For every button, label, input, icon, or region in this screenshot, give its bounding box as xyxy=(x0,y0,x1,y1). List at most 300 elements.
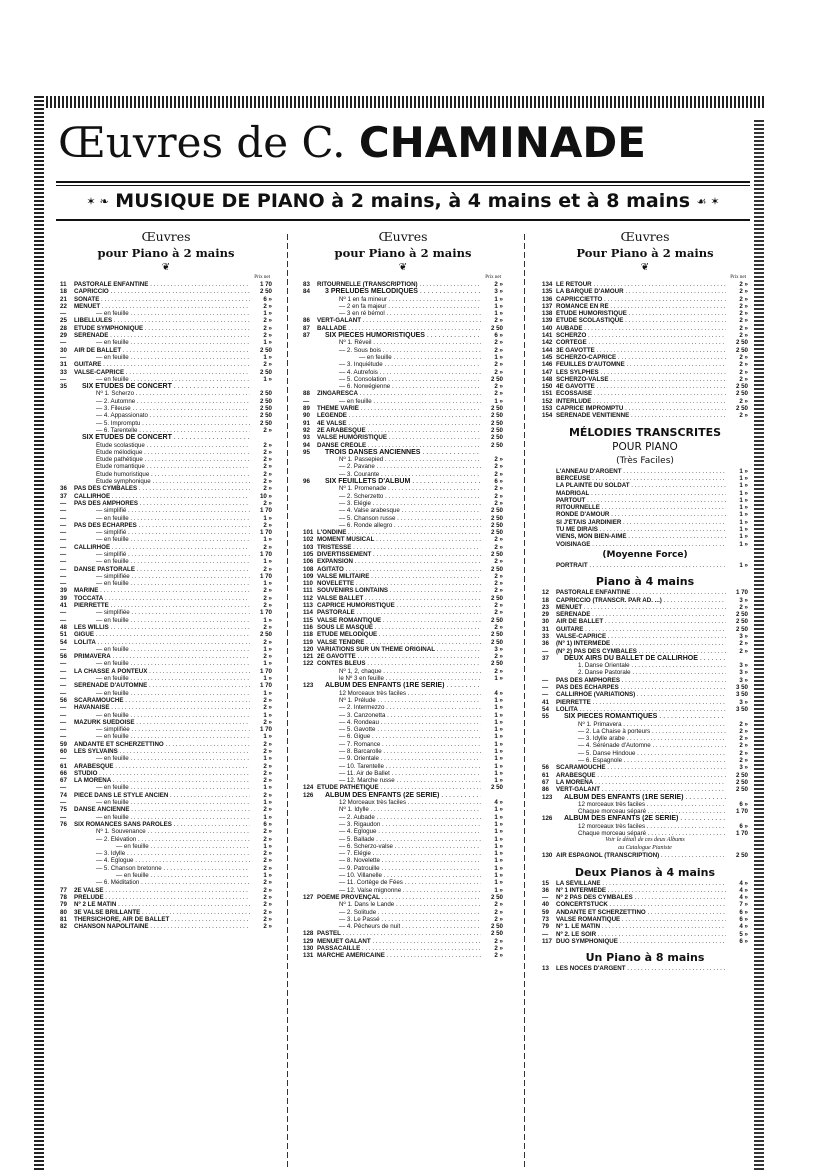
price: 2 » xyxy=(250,719,272,726)
work-title: RITOURNELLE . . . xyxy=(556,504,726,511)
price: 1 » xyxy=(726,541,748,548)
price: 2 » xyxy=(481,653,503,660)
price: 1 » xyxy=(250,843,272,850)
list-item xyxy=(303,668,503,675)
opus-number: 118 xyxy=(303,631,313,639)
price: 2 50 xyxy=(481,434,503,441)
composer-name: CHAMINADE xyxy=(358,118,646,167)
opus-number: 109 xyxy=(303,572,314,580)
price: 1 » xyxy=(726,482,748,489)
opus-number xyxy=(303,383,317,390)
price: 1 » xyxy=(250,310,272,317)
work-title: Nº 2 PAS DES CYMBALES . . . xyxy=(556,894,726,901)
catalog-column-1 xyxy=(60,228,272,1168)
opus-number: 89 xyxy=(303,405,310,413)
price: 2 » xyxy=(250,777,272,784)
fleuron-icon: ❦ xyxy=(161,262,171,273)
work-title: Nº 1. Idylle . . . xyxy=(317,806,481,813)
price-header: Prix net xyxy=(730,275,746,280)
price: 2 » xyxy=(481,609,503,616)
price: 1 » xyxy=(250,558,272,565)
opus-number: 102 xyxy=(303,536,314,544)
opus-number xyxy=(542,468,556,475)
price: 1 70 xyxy=(250,507,272,514)
list-item xyxy=(542,303,748,310)
work-title: — 4. Autrefois . . . xyxy=(317,369,481,376)
work-title: — 6. Norwégienne . . . xyxy=(317,383,481,390)
price: 2 » xyxy=(250,923,272,930)
price: 2 » xyxy=(481,580,503,587)
work-title: EXPANSION . . . xyxy=(317,558,481,565)
price: 1 » xyxy=(726,504,748,511)
price: 2 » xyxy=(481,573,503,580)
price: 1 » xyxy=(250,814,272,821)
price: 1 » xyxy=(250,712,272,719)
list-item xyxy=(542,405,748,412)
work-title: SONATE . . . xyxy=(74,296,250,303)
work-title: (Nº 1) INTERMÈDE . . . xyxy=(556,640,726,647)
price: 1 » xyxy=(481,704,503,711)
list-item xyxy=(303,952,503,959)
work-title: PRIMAVERA . . . xyxy=(74,653,250,660)
price: 2 » xyxy=(726,412,748,419)
price: 2 » xyxy=(481,916,503,923)
work-title: (Nº 2) PAS DES CYMBALES . . . xyxy=(556,648,726,655)
list-item xyxy=(60,573,272,580)
price: 5 » xyxy=(726,931,748,938)
price: 3 » xyxy=(726,669,748,676)
price: 2 » xyxy=(250,770,272,777)
list-item xyxy=(303,821,503,828)
work-title: SIX ROMANCES SANS PAROLES . . . xyxy=(74,821,250,828)
list-item xyxy=(303,354,503,361)
list-item xyxy=(60,434,272,441)
title-prefix: Œuvres de C. xyxy=(58,118,346,167)
price xyxy=(726,965,748,972)
opus-number: 105 xyxy=(303,550,314,558)
price xyxy=(726,794,748,801)
opus-number xyxy=(303,690,317,697)
list-item xyxy=(542,347,748,354)
opus-number: — xyxy=(60,565,67,573)
price: 2 » xyxy=(481,587,503,594)
opus-number: 41 xyxy=(60,602,67,610)
price: 2 50 xyxy=(726,347,748,354)
price: 6 » xyxy=(481,478,503,485)
work-title: — en feuille . . . xyxy=(74,784,250,791)
opus-number xyxy=(542,808,556,815)
work-title: CAPRICE HUMORISTIQUE . . . xyxy=(317,602,481,609)
opus-number: 73 xyxy=(542,916,549,924)
work-title: SÉRÉNADE . . . xyxy=(556,611,726,618)
price: 1 » xyxy=(726,475,748,482)
opus-number xyxy=(303,296,317,303)
price: 2 50 xyxy=(726,339,748,346)
opus-number xyxy=(303,500,317,507)
price: 3 50 xyxy=(726,684,748,691)
list-item xyxy=(60,544,272,551)
opus-number: 21 xyxy=(60,295,67,303)
price: 2 » xyxy=(481,317,503,324)
list-item xyxy=(542,677,748,684)
work-title: — en feuille . . . xyxy=(74,376,250,383)
list-item xyxy=(60,442,272,449)
work-title: LES SYLVAINS . . . xyxy=(74,748,250,755)
list-item xyxy=(303,755,503,762)
list-item xyxy=(542,504,748,511)
list-item xyxy=(542,597,748,604)
list-item xyxy=(60,704,272,711)
price: 2 » xyxy=(481,938,503,945)
work-title: — en feuille . . . xyxy=(74,814,250,821)
price: 2 » xyxy=(250,850,272,857)
price-header: Prix net xyxy=(254,275,270,280)
list-item xyxy=(60,865,272,872)
opus-number xyxy=(542,735,556,742)
price: 2 » xyxy=(250,317,272,324)
list-item xyxy=(542,390,748,397)
price: 2 » xyxy=(481,909,503,916)
opus-number: 87 xyxy=(303,324,310,332)
list-item xyxy=(303,595,503,602)
list-item xyxy=(303,872,503,879)
medium-list xyxy=(542,562,748,569)
work-title: DANSE ANCIENNE . . . xyxy=(74,806,250,813)
opus-number xyxy=(303,836,317,843)
melodies-subtitle: POUR PIANO xyxy=(612,440,678,453)
opus-number xyxy=(60,857,74,864)
list-item xyxy=(542,662,748,669)
opus-number: 148 xyxy=(542,375,553,383)
work-title: MARINE . . . xyxy=(74,587,250,594)
opus-number xyxy=(542,830,556,837)
price: 2 » xyxy=(250,653,272,660)
list-item xyxy=(60,536,272,543)
list-item xyxy=(542,475,748,482)
list-item xyxy=(60,456,272,463)
list-item xyxy=(60,901,272,908)
opus-number xyxy=(60,463,74,470)
work-title: 1. Danse Orientale . . . xyxy=(556,662,726,669)
price: 2 50 xyxy=(481,515,503,522)
opus-number xyxy=(303,726,317,733)
opus-number xyxy=(60,412,74,419)
price: 6 » xyxy=(726,938,748,945)
ornament-left-icon: ✶ ❧ xyxy=(86,195,109,208)
opus-number: 94 xyxy=(303,441,310,449)
opus-number xyxy=(60,478,74,485)
price: 2 50 xyxy=(481,427,503,434)
melodies-title: MÉLODIES TRANSCRITES xyxy=(568,425,722,439)
list-item xyxy=(60,558,272,565)
price: 2 » xyxy=(726,750,748,757)
price: 7 » xyxy=(726,901,748,908)
price: 1 » xyxy=(250,733,272,740)
opus-number: 152 xyxy=(542,397,553,405)
opus-number: 154 xyxy=(542,412,553,420)
opus-number xyxy=(542,526,556,533)
list-item xyxy=(60,485,272,492)
opus-number: 78 xyxy=(60,893,67,901)
work-title: DIVERTISSEMENT . . . xyxy=(317,551,481,558)
column-title: Œuvres xyxy=(620,229,670,244)
list-item xyxy=(542,786,748,793)
list-item xyxy=(542,938,748,945)
work-title: Nº 1. Primavera . . . xyxy=(556,721,726,728)
opus-number: 130 xyxy=(542,852,553,860)
work-title: — 3. Fileuse . . . xyxy=(74,405,250,412)
list-item xyxy=(60,609,272,616)
work-title: 2. Danse Pastorale . . . xyxy=(556,669,726,676)
price xyxy=(250,434,272,441)
price: 1 70 xyxy=(250,682,272,689)
list-item xyxy=(60,733,272,740)
price: 3 » xyxy=(481,646,503,653)
opus-number xyxy=(60,836,74,843)
work-title: — 3 en ré bémol . . . xyxy=(317,310,481,317)
list-item xyxy=(60,726,272,733)
work-title: — 2. Intermezzo . . . xyxy=(317,704,481,711)
price: 2 50 xyxy=(250,288,272,295)
price: 2 » xyxy=(726,742,748,749)
melodies-level: (Très Faciles) xyxy=(616,455,674,466)
opus-number: 25 xyxy=(60,317,67,325)
work-title: — simplifiée . . . xyxy=(74,609,250,616)
opus-number xyxy=(542,801,556,808)
work-title: MENUET GALANT . . . xyxy=(317,938,481,945)
price: 2 » xyxy=(481,456,503,463)
opus-number: 120 xyxy=(303,645,314,653)
list-item xyxy=(303,529,503,536)
opus-number xyxy=(303,507,317,514)
work-title: CAPRICE IMPROMPTU . . . xyxy=(556,405,726,412)
opus-number xyxy=(60,427,74,434)
list-item xyxy=(303,712,503,719)
list-item xyxy=(542,815,748,822)
work-title: PIERRETTE . . . xyxy=(556,699,726,706)
opus-number: 145 xyxy=(542,353,553,361)
list-item xyxy=(303,639,503,646)
work-title: SI J'ÉTAIS JARDINIER . . . xyxy=(556,519,726,526)
opus-number: 37 xyxy=(60,492,67,500)
opus-number xyxy=(303,763,317,770)
list-item xyxy=(60,493,272,500)
work-title: LA MORENA . . . xyxy=(74,777,250,784)
opus-number: 29 xyxy=(60,332,67,340)
list-item xyxy=(542,589,748,596)
list-item xyxy=(60,792,272,799)
work-title: — 5. Impromptu . . . xyxy=(74,420,250,427)
work-title: — en feuille . . . xyxy=(74,536,250,543)
list-item xyxy=(542,412,748,419)
opus-number: 54 xyxy=(542,705,549,713)
work-title: SIX ÉTUDES DE CONCERT . . . xyxy=(74,383,250,390)
work-title: 2E ARABESQUE . . . xyxy=(317,427,481,434)
list-item xyxy=(60,463,272,470)
price: 2 50 xyxy=(481,405,503,412)
price: 1 » xyxy=(481,748,503,755)
list-item xyxy=(303,405,503,412)
work-title: LA MORENA . . . xyxy=(556,779,726,786)
price: 2 » xyxy=(250,587,272,594)
price: 1 » xyxy=(250,515,272,522)
price: 2 » xyxy=(250,463,272,470)
price: 2 50 xyxy=(481,639,503,646)
list-item xyxy=(542,772,748,779)
list-item xyxy=(542,339,748,346)
list-item xyxy=(542,706,748,713)
work-title: TOCCATA . . . xyxy=(74,595,250,602)
price: 2 » xyxy=(481,558,503,565)
price: 2 » xyxy=(481,463,503,470)
work-title: CAPRICCIO (TRANSCR. PAR AD. ...) . . . xyxy=(556,597,726,604)
work-title: — 6. Scherzo-valse . . . xyxy=(317,843,481,850)
price: 2 » xyxy=(726,721,748,728)
opus-number xyxy=(303,493,317,500)
work-title: — 7. Romance . . . xyxy=(317,741,481,748)
opus-number: 116 xyxy=(303,623,313,631)
work-title: — 5. Gavotte . . . xyxy=(317,726,481,733)
list-item xyxy=(542,852,748,859)
price: 2 » xyxy=(250,361,272,368)
work-title: SCARAMOUCHE . . . xyxy=(556,764,726,771)
list-item xyxy=(60,449,272,456)
work-title: — 4. Églogue . . . xyxy=(74,857,250,864)
list-item xyxy=(303,303,503,310)
price-header: Prix net xyxy=(485,275,501,280)
price: 2 » xyxy=(481,281,503,288)
price: 2 » xyxy=(250,704,272,711)
price: 1 70 xyxy=(250,529,272,536)
opus-number: 23 xyxy=(542,603,549,611)
list-item xyxy=(542,965,748,972)
work-title: — en feuille . . . xyxy=(74,310,250,317)
list-item xyxy=(303,478,503,485)
price: 2 » xyxy=(250,522,272,529)
list-item xyxy=(542,332,748,339)
opus-number: 130 xyxy=(303,945,314,953)
price: 2 » xyxy=(481,945,503,952)
price: 4 » xyxy=(726,923,748,930)
price: 2 50 xyxy=(726,611,748,618)
list-item xyxy=(60,690,272,697)
work-title: — 3. Idylle arabe . . . xyxy=(556,735,726,742)
list-item xyxy=(60,325,272,332)
list-item xyxy=(60,332,272,339)
work-title: SCARAMOUCHE . . . xyxy=(74,697,250,704)
price: 2 » xyxy=(726,398,748,405)
price: 1 » xyxy=(250,784,272,791)
price: 6 » xyxy=(481,332,503,339)
price: 1 » xyxy=(726,533,748,540)
work-title: PAS DES AMPHORES . . . xyxy=(556,677,726,684)
list-item xyxy=(303,704,503,711)
work-title: Nº 2 LE MATIN . . . xyxy=(74,901,250,908)
list-item xyxy=(60,281,272,288)
opus-number xyxy=(542,541,556,548)
price: 2 50 xyxy=(481,376,503,383)
work-title: GUITARE . . . xyxy=(74,361,250,368)
work-title: MADRIGAL . . . xyxy=(556,490,726,497)
work-title: VALSE TENDRE . . . xyxy=(317,639,481,646)
work-title: — 3. Élégie . . . xyxy=(317,500,481,507)
opus-number: — xyxy=(60,689,67,697)
ornamental-border-right xyxy=(754,120,764,1170)
opus-number xyxy=(542,757,556,764)
list-item xyxy=(542,533,748,540)
work-title: MAZURK SUÉDOISE . . . xyxy=(74,719,250,726)
list-item xyxy=(303,573,503,580)
price: 2 50 xyxy=(250,347,272,354)
opus-number xyxy=(303,879,317,886)
opus-number xyxy=(542,533,556,540)
list-item xyxy=(303,551,503,558)
list-item xyxy=(60,712,272,719)
list-item xyxy=(60,383,272,390)
opus-number: — xyxy=(60,667,67,675)
opus-number xyxy=(60,420,74,427)
list-item xyxy=(542,684,748,691)
list-item xyxy=(303,500,503,507)
opus-number xyxy=(303,777,317,784)
price: 1 » xyxy=(481,755,503,762)
work-title: POÈME PROVENÇAL . . . xyxy=(317,894,481,901)
opus-number xyxy=(542,823,556,830)
opus-number: 56 xyxy=(542,764,549,772)
price: 2 50 xyxy=(481,595,503,602)
price: 2 » xyxy=(481,901,503,908)
list-item xyxy=(60,909,272,916)
opus-number xyxy=(303,901,317,908)
list-item xyxy=(542,648,748,655)
list-item xyxy=(60,551,272,558)
work-title: CONTES BLEUS . . . xyxy=(317,660,481,667)
work-title: LIBELLULES . . . xyxy=(74,317,250,324)
list-item xyxy=(542,750,748,757)
price: 6 » xyxy=(726,801,748,808)
price: 2 » xyxy=(250,857,272,864)
list-item xyxy=(542,281,748,288)
list-item xyxy=(60,587,272,594)
opus-number: 122 xyxy=(303,660,314,668)
work-title: — 9. Patrouille . . . xyxy=(317,865,481,872)
two-pianos-list xyxy=(542,880,748,946)
opus-number: 134 xyxy=(542,281,553,288)
opus-number: 79 xyxy=(542,923,549,931)
work-title: RONDE D'AMOUR . . . xyxy=(556,511,726,518)
work-title: 3E VALSE BRILLANTE . . . xyxy=(74,909,250,916)
work-title: — 6. Ronde allegro . . . xyxy=(317,522,481,529)
list-item xyxy=(60,339,272,346)
opus-number: 86 xyxy=(303,317,310,325)
list-item xyxy=(303,697,503,704)
price: 2 » xyxy=(250,879,272,886)
price: 1 70 xyxy=(250,668,272,675)
opus-number: 96 xyxy=(303,478,310,486)
list-item xyxy=(303,836,503,843)
list-item xyxy=(60,675,272,682)
opus-number: 126 xyxy=(303,791,314,799)
price: 2 50 xyxy=(250,631,272,638)
list-item xyxy=(60,507,272,514)
list-item xyxy=(303,536,503,543)
work-title: PARTOUT . . . xyxy=(556,497,726,504)
work-title: Nº 1, 2, chaque . . . xyxy=(317,668,481,675)
work-title: Nº 1 en fa mineur . . . xyxy=(317,296,481,303)
list-item xyxy=(60,529,272,536)
price: 1 » xyxy=(250,339,272,346)
list-item xyxy=(303,799,503,806)
